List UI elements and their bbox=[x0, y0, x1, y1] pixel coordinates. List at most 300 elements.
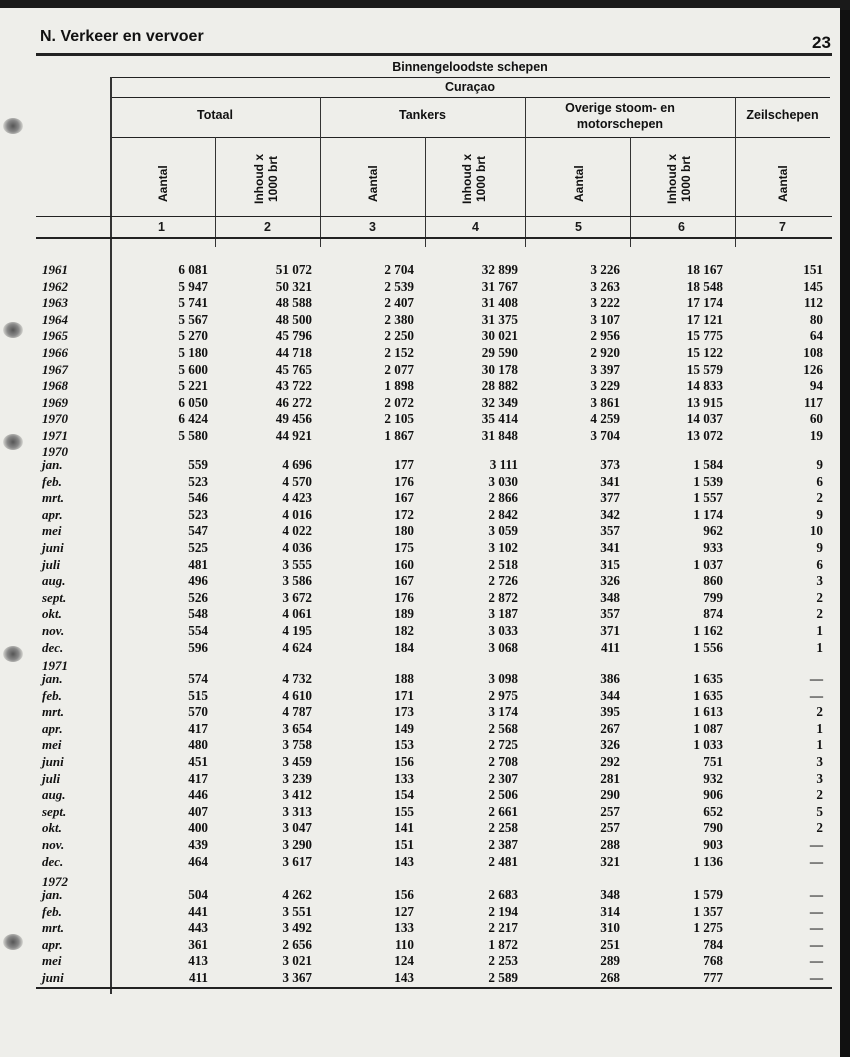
table-cell: 5 567 bbox=[178, 311, 208, 327]
table-cell: 860 bbox=[703, 573, 723, 589]
header-rule bbox=[36, 53, 832, 56]
table-cell: 570 bbox=[188, 704, 208, 720]
row-label: jan. bbox=[42, 887, 63, 902]
table-cell: 18 167 bbox=[686, 262, 723, 277]
table-cell: 2 253 bbox=[488, 953, 518, 969]
table-cell: 3 313 bbox=[282, 803, 312, 819]
table-cell: 903 bbox=[703, 837, 723, 852]
table-cell: 4 016 bbox=[282, 506, 312, 522]
table-cell: 1 174 bbox=[693, 506, 723, 522]
row-label: juni bbox=[42, 540, 64, 555]
column-number: 1 bbox=[158, 220, 165, 234]
row-label: mei bbox=[42, 953, 62, 969]
table-cell: 344 bbox=[600, 687, 620, 703]
table-cell: 1 bbox=[816, 737, 823, 753]
column-number: 3 bbox=[369, 220, 376, 234]
table-cell: 4 061 bbox=[282, 606, 312, 622]
table-cell: 3 187 bbox=[488, 606, 518, 622]
row-label: 1966 bbox=[42, 345, 68, 360]
table-cell: 31 848 bbox=[481, 428, 518, 443]
table-cell: 2 250 bbox=[384, 328, 414, 344]
table-cell: 155 bbox=[394, 803, 414, 819]
table-cell: 268 bbox=[600, 970, 620, 985]
row-label: dec. bbox=[42, 639, 64, 655]
table-cell: 5 bbox=[816, 803, 823, 819]
table-cell: 188 bbox=[394, 671, 414, 686]
table-cell: 2 152 bbox=[384, 345, 414, 360]
table-cell: 49 456 bbox=[275, 411, 312, 427]
table-cell: 2 872 bbox=[488, 589, 518, 605]
table-cell: 3 586 bbox=[282, 573, 312, 589]
row-label: aug. bbox=[42, 573, 66, 589]
table-cell: 3 226 bbox=[590, 262, 620, 277]
table-cell: 112 bbox=[803, 295, 823, 311]
table-cell: 6 bbox=[816, 473, 823, 489]
table-cell: 145 bbox=[803, 278, 823, 294]
table-cell: 526 bbox=[188, 589, 208, 605]
table-cell: 407 bbox=[188, 803, 208, 819]
table-cell: 515 bbox=[188, 687, 208, 703]
table-cell: 523 bbox=[188, 506, 208, 522]
table-cell: 2 568 bbox=[488, 720, 518, 736]
table-cell: 652 bbox=[703, 803, 723, 819]
table-cell: 2 589 bbox=[488, 970, 518, 985]
table-cell: 5 221 bbox=[178, 378, 208, 394]
table-cell: 167 bbox=[394, 573, 414, 589]
table-cell: 32 349 bbox=[481, 394, 518, 410]
table-cell: — bbox=[809, 887, 823, 902]
row-label: jan. bbox=[42, 671, 63, 686]
row-label: 1969 bbox=[42, 394, 68, 410]
table-cell: 310 bbox=[600, 920, 620, 936]
measure-label: Inhoud x 1000 brt bbox=[665, 154, 693, 204]
table-cell: 3 367 bbox=[282, 970, 312, 985]
row-label: juli bbox=[42, 556, 61, 572]
table-cell: 441 bbox=[188, 903, 208, 919]
table-cell: 19 bbox=[809, 428, 823, 443]
table-cell: 289 bbox=[600, 953, 620, 969]
table-cell: 48 500 bbox=[275, 311, 312, 327]
table-cell: 1 162 bbox=[693, 623, 723, 638]
table-cell: 496 bbox=[188, 573, 208, 589]
category-zeilschepen: Zeilschepen bbox=[746, 108, 819, 122]
table-cell: 3 111 bbox=[489, 457, 518, 472]
table-cell: 3 459 bbox=[282, 754, 312, 769]
table-cell: 50 321 bbox=[275, 278, 312, 294]
table-cell: 2 407 bbox=[384, 295, 414, 311]
table-cell: 2 726 bbox=[488, 573, 518, 589]
row-label: mrt. bbox=[42, 920, 65, 936]
table-cell: 2 481 bbox=[488, 853, 518, 869]
table-cell: 3 492 bbox=[282, 920, 312, 936]
table-cell: 44 921 bbox=[275, 428, 312, 443]
table-cell: 3 239 bbox=[282, 770, 312, 786]
table-cell: 176 bbox=[394, 589, 414, 605]
row-label: okt. bbox=[42, 820, 62, 836]
table-cell: 189 bbox=[394, 606, 414, 622]
table-cell: 18 548 bbox=[686, 278, 723, 294]
table-cell: 5 270 bbox=[178, 328, 208, 344]
table-cell: 3 412 bbox=[282, 787, 312, 803]
row-label: 1970 bbox=[42, 411, 68, 427]
row-label: dec. bbox=[42, 853, 64, 869]
table-cell: 548 bbox=[188, 606, 208, 622]
table-cell: 3 617 bbox=[282, 853, 312, 869]
table-cell: 417 bbox=[188, 770, 208, 786]
table-cell: 2 bbox=[816, 490, 823, 506]
table-cell: 29 590 bbox=[481, 345, 518, 360]
row-label: sept. bbox=[42, 589, 67, 605]
table-cell: 315 bbox=[600, 556, 620, 572]
table-cell: 443 bbox=[188, 920, 208, 936]
table-cell: 799 bbox=[703, 589, 723, 605]
table-cell: 80 bbox=[809, 311, 823, 327]
table-cell: 30 178 bbox=[481, 361, 518, 377]
table-cell: 2 380 bbox=[384, 311, 414, 327]
table-cell: 184 bbox=[394, 639, 414, 655]
group-title: Binnengeloodste schepen bbox=[392, 60, 548, 74]
table-cell: 133 bbox=[394, 770, 414, 786]
row-label: 1967 bbox=[42, 361, 68, 377]
table-cell: 1 584 bbox=[693, 457, 723, 472]
column-number: 7 bbox=[779, 220, 786, 234]
table-cell: 2 661 bbox=[488, 803, 518, 819]
table-cell: 156 bbox=[394, 887, 414, 902]
table-cell: 10 bbox=[809, 523, 823, 539]
table-cell: 151 bbox=[803, 262, 823, 277]
table-cell: 28 882 bbox=[481, 378, 518, 394]
rule bbox=[735, 97, 736, 247]
table-cell: 3 758 bbox=[282, 737, 312, 753]
table-cell: 2 307 bbox=[488, 770, 518, 786]
table-cell: 4 624 bbox=[282, 639, 312, 655]
row-label: mei bbox=[42, 737, 62, 753]
table-cell: 480 bbox=[188, 737, 208, 753]
table-cell: 3 672 bbox=[282, 589, 312, 605]
table-cell: 4 259 bbox=[590, 411, 620, 427]
table-cell: 2 bbox=[816, 820, 823, 836]
row-label: 1968 bbox=[42, 378, 68, 394]
table-cell: 417 bbox=[188, 720, 208, 736]
row-label: juni bbox=[42, 970, 64, 985]
table-cell: 326 bbox=[600, 737, 620, 753]
table-cell: 3 555 bbox=[282, 556, 312, 572]
document-page bbox=[0, 8, 840, 1057]
table-cell: 446 bbox=[188, 787, 208, 803]
table-cell: 504 bbox=[188, 887, 208, 902]
table-cell: 149 bbox=[394, 720, 414, 736]
section-year-label: 1972 bbox=[42, 874, 68, 889]
table-cell: 171 bbox=[394, 687, 414, 703]
row-label: sept. bbox=[42, 803, 67, 819]
binder-hole bbox=[3, 118, 23, 134]
table-cell: 386 bbox=[600, 671, 620, 686]
row-label: feb. bbox=[42, 473, 62, 489]
table-cell: 2 842 bbox=[488, 506, 518, 522]
table-cell: 4 036 bbox=[282, 540, 312, 555]
table-cell: 1 579 bbox=[693, 887, 723, 902]
table-cell: 6 424 bbox=[178, 411, 208, 427]
table-cell: 267 bbox=[600, 720, 620, 736]
table-cell: 3 021 bbox=[282, 953, 312, 969]
table-cell: — bbox=[809, 837, 823, 852]
table-cell: 1 037 bbox=[693, 556, 723, 572]
table-cell: 4 610 bbox=[282, 687, 312, 703]
category-overige: Overige stoom- en motorschepen bbox=[565, 101, 675, 131]
table-cell: 13 072 bbox=[686, 428, 723, 443]
rule bbox=[215, 137, 216, 247]
table-cell: 44 718 bbox=[275, 345, 312, 360]
column-number: 5 bbox=[575, 220, 582, 234]
row-label: 1965 bbox=[42, 328, 68, 344]
table-cell: 342 bbox=[600, 506, 620, 522]
rule bbox=[525, 97, 526, 247]
table-cell: 574 bbox=[188, 671, 208, 686]
table-cell: 596 bbox=[188, 639, 208, 655]
table-cell: 288 bbox=[600, 837, 620, 852]
table-cell: 3 033 bbox=[488, 623, 518, 638]
row-label: juni bbox=[42, 754, 64, 769]
table-cell: 2 194 bbox=[488, 903, 518, 919]
binder-hole bbox=[3, 322, 23, 338]
table-cell: 257 bbox=[600, 820, 620, 836]
table-cell: 5 741 bbox=[178, 295, 208, 311]
table-cell: 35 414 bbox=[481, 411, 518, 427]
column-number: 2 bbox=[264, 220, 271, 234]
table-cell: 9 bbox=[816, 457, 823, 472]
measure-label: Aantal bbox=[572, 165, 586, 202]
table-cell: 9 bbox=[816, 540, 823, 555]
table-cell: 933 bbox=[703, 540, 723, 555]
table-cell: 962 bbox=[703, 523, 723, 539]
row-label: apr. bbox=[42, 720, 63, 736]
table-cell: 790 bbox=[703, 820, 723, 836]
table-cell: 2 656 bbox=[282, 936, 312, 952]
table-cell: 2 387 bbox=[488, 837, 518, 852]
table-cell: 108 bbox=[803, 345, 823, 360]
table-cell: 777 bbox=[703, 970, 723, 985]
table-cell: 6 050 bbox=[178, 394, 208, 410]
table-cell: 3 229 bbox=[590, 378, 620, 394]
table-cell: 1 557 bbox=[693, 490, 723, 506]
table-cell: 2 975 bbox=[488, 687, 518, 703]
table-cell: 751 bbox=[703, 754, 723, 769]
table-cell: 4 262 bbox=[282, 887, 312, 902]
row-label: mrt. bbox=[42, 704, 65, 720]
table-cell: 17 174 bbox=[686, 295, 723, 311]
table-cell: 5 600 bbox=[178, 361, 208, 377]
table-cell: 413 bbox=[188, 953, 208, 969]
table-cell: 154 bbox=[394, 787, 414, 803]
table-cell: 451 bbox=[188, 754, 208, 769]
table-cell: 5 180 bbox=[178, 345, 208, 360]
table-cell: 371 bbox=[600, 623, 620, 638]
table-cell: 4 570 bbox=[282, 473, 312, 489]
table-cell: 1 867 bbox=[384, 428, 414, 443]
table-cell: 3 098 bbox=[488, 671, 518, 686]
row-label: 1963 bbox=[42, 295, 68, 311]
table-cell: 167 bbox=[394, 490, 414, 506]
table-cell: 2 077 bbox=[384, 361, 414, 377]
table-cell: 281 bbox=[600, 770, 620, 786]
rule bbox=[36, 216, 832, 217]
table-cell: 1 635 bbox=[693, 687, 723, 703]
table-cell: 2 956 bbox=[590, 328, 620, 344]
table-cell: — bbox=[809, 903, 823, 919]
table-cell: 14 833 bbox=[686, 378, 723, 394]
table-cell: — bbox=[809, 687, 823, 703]
row-label: jan. bbox=[42, 457, 63, 472]
section-year-label: 1971 bbox=[42, 658, 68, 673]
subgroup-title: Curaçao bbox=[444, 80, 496, 94]
table-cell: 2 704 bbox=[384, 262, 414, 277]
table-cell: 1 bbox=[816, 639, 823, 655]
table-cell: 3 107 bbox=[590, 311, 620, 327]
table-cell: 326 bbox=[600, 573, 620, 589]
table-cell: 151 bbox=[394, 837, 414, 852]
table-cell: 126 bbox=[803, 361, 823, 377]
rule bbox=[110, 137, 830, 138]
table-cell: 4 696 bbox=[282, 457, 312, 472]
table-cell: 4 423 bbox=[282, 490, 312, 506]
table-cell: 1 357 bbox=[693, 903, 723, 919]
rule bbox=[320, 97, 321, 247]
table-cell: 1 bbox=[816, 720, 823, 736]
table-cell: 177 bbox=[394, 457, 414, 472]
table-cell: 180 bbox=[394, 523, 414, 539]
binder-hole bbox=[3, 934, 23, 950]
table-cell: 94 bbox=[809, 378, 823, 394]
measure-label: Aantal bbox=[156, 165, 170, 202]
table-cell: 133 bbox=[394, 920, 414, 936]
binder-hole bbox=[3, 434, 23, 450]
measure-label: Inhoud x 1000 brt bbox=[460, 154, 488, 204]
table-cell: 15 122 bbox=[686, 345, 723, 360]
table-cell: 4 022 bbox=[282, 523, 312, 539]
table-cell: 341 bbox=[600, 540, 620, 555]
column-number: 4 bbox=[472, 220, 479, 234]
table-cell: 2 725 bbox=[488, 737, 518, 753]
binder-hole bbox=[3, 646, 23, 662]
table-cell: 3 047 bbox=[282, 820, 312, 836]
row-label: nov. bbox=[42, 623, 65, 638]
table-cell: 45 765 bbox=[275, 361, 312, 377]
table-cell: 15 775 bbox=[686, 328, 723, 344]
table-cell: 1 136 bbox=[693, 853, 723, 869]
table-cell: 2 683 bbox=[488, 887, 518, 902]
table-cell: 175 bbox=[394, 540, 414, 555]
table-cell: 554 bbox=[188, 623, 208, 638]
table-cell: 257 bbox=[600, 803, 620, 819]
table-cell: 3 861 bbox=[590, 394, 620, 410]
table-cell: 251 bbox=[600, 936, 620, 952]
table-cell: 143 bbox=[394, 853, 414, 869]
table-cell: 60 bbox=[809, 411, 823, 427]
table-cell: 1 898 bbox=[384, 378, 414, 394]
table-cell: 14 037 bbox=[686, 411, 723, 427]
row-label: okt. bbox=[42, 606, 62, 622]
table-cell: 64 bbox=[809, 328, 823, 344]
table-cell: 314 bbox=[600, 903, 620, 919]
table-cell: 395 bbox=[600, 704, 620, 720]
table-cell: 906 bbox=[703, 787, 723, 803]
table-cell: 2 105 bbox=[384, 411, 414, 427]
table-cell: 3 bbox=[816, 770, 823, 786]
table-cell: 3 397 bbox=[590, 361, 620, 377]
table-cell: 2 258 bbox=[488, 820, 518, 836]
table-cell: 141 bbox=[394, 820, 414, 836]
table-cell: 1 033 bbox=[693, 737, 723, 753]
table-cell: 182 bbox=[394, 623, 414, 638]
table-cell: 411 bbox=[188, 970, 208, 985]
row-label: nov. bbox=[42, 837, 65, 852]
table-cell: — bbox=[809, 671, 823, 686]
category-tankers: Tankers bbox=[398, 108, 446, 122]
table-cell: 117 bbox=[803, 394, 823, 410]
table-cell: 292 bbox=[600, 754, 620, 769]
table-cell: 1 275 bbox=[693, 920, 723, 936]
table-cell: 3 030 bbox=[488, 473, 518, 489]
table-cell: 31 408 bbox=[481, 295, 518, 311]
table-cell: 4 732 bbox=[282, 671, 312, 686]
table-cell: 30 021 bbox=[481, 328, 518, 344]
row-label: aug. bbox=[42, 787, 66, 803]
table-cell: 784 bbox=[703, 936, 723, 952]
table-cell: 15 579 bbox=[686, 361, 723, 377]
table-cell: 160 bbox=[394, 556, 414, 572]
row-label: apr. bbox=[42, 936, 63, 952]
table-cell: 341 bbox=[600, 473, 620, 489]
table-cell: 32 899 bbox=[481, 262, 518, 277]
measure-label: Inhoud x 1000 brt bbox=[252, 154, 280, 204]
table-cell: 464 bbox=[188, 853, 208, 869]
table-cell: 4 787 bbox=[282, 704, 312, 720]
table-cell: 31 375 bbox=[481, 311, 518, 327]
rule bbox=[630, 137, 631, 247]
table-cell: 1 bbox=[816, 623, 823, 638]
table-cell: 546 bbox=[188, 490, 208, 506]
table-cell: 523 bbox=[188, 473, 208, 489]
rule bbox=[425, 137, 426, 247]
table-cell: 3 059 bbox=[488, 523, 518, 539]
table-cell: 1 087 bbox=[693, 720, 723, 736]
table-cell: 4 195 bbox=[282, 623, 312, 638]
table-cell: 17 121 bbox=[686, 311, 723, 327]
table-cell: 2 708 bbox=[488, 754, 518, 769]
table-cell: 377 bbox=[600, 490, 620, 506]
table-cell: 932 bbox=[703, 770, 723, 786]
table-cell: 2 072 bbox=[384, 394, 414, 410]
table-cell: 3 263 bbox=[590, 278, 620, 294]
table-cell: 173 bbox=[394, 704, 414, 720]
table-cell: 874 bbox=[703, 606, 723, 622]
row-label: 1961 bbox=[42, 262, 68, 277]
section-year-label: 1970 bbox=[42, 444, 68, 459]
row-label: feb. bbox=[42, 903, 62, 919]
table-cell: 153 bbox=[394, 737, 414, 753]
category-totaal: Totaal bbox=[197, 108, 233, 122]
table-cell: 1 556 bbox=[693, 639, 723, 655]
table-cell: 3 290 bbox=[282, 837, 312, 852]
table-cell: 481 bbox=[188, 556, 208, 572]
table-cell: — bbox=[809, 853, 823, 869]
rule bbox=[110, 239, 112, 994]
table-cell: 3 174 bbox=[488, 704, 518, 720]
table-cell: 411 bbox=[600, 639, 620, 655]
table-cell: 547 bbox=[188, 523, 208, 539]
table-cell: 439 bbox=[188, 837, 208, 852]
table-cell: 156 bbox=[394, 754, 414, 769]
